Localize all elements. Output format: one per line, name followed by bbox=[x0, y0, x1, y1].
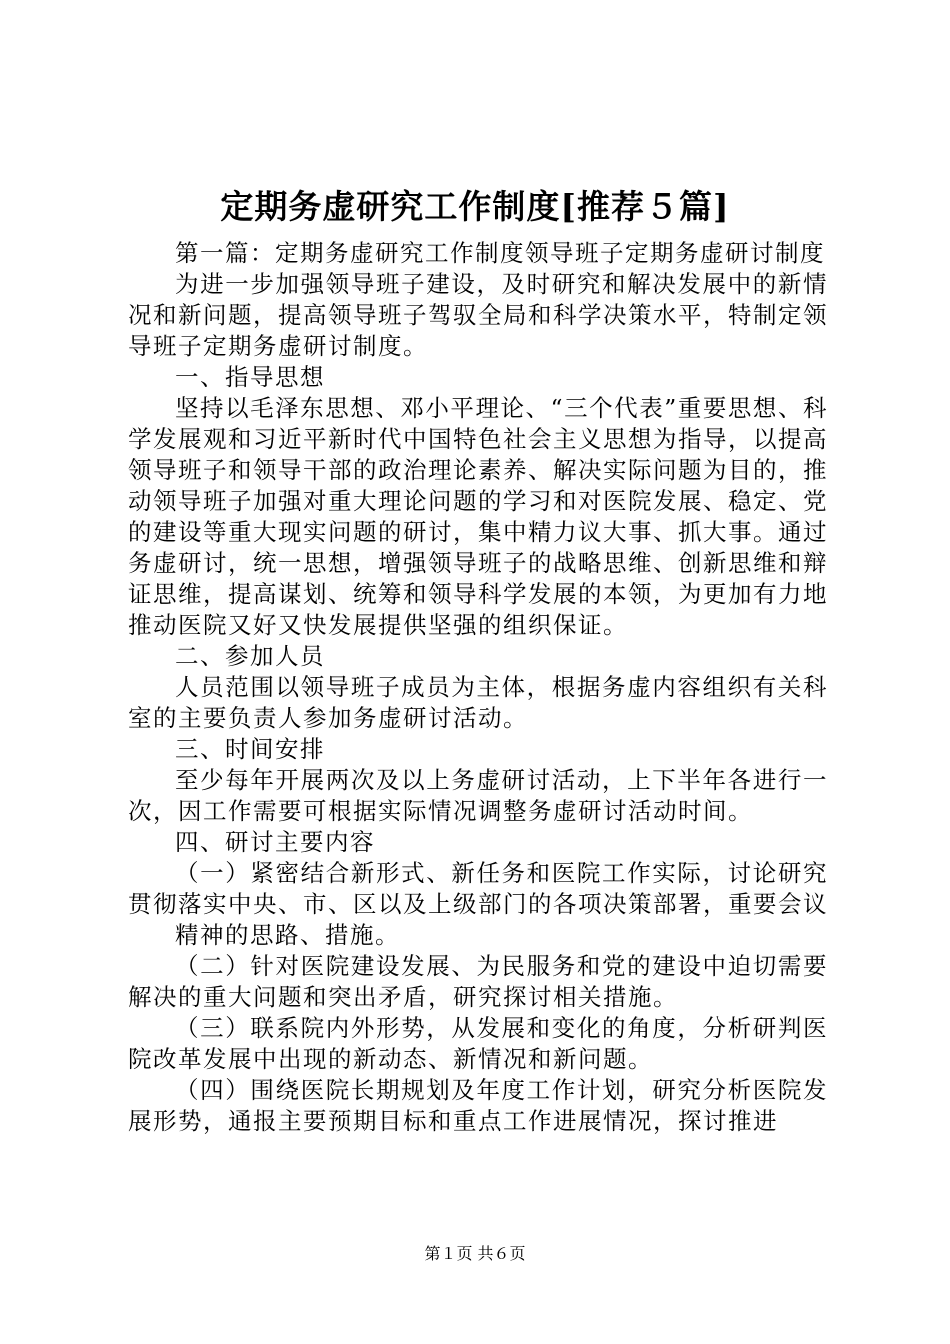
paragraph-guiding-thought: 坚持以毛泽东思想、邓小平理论、“三个代表”重要思想、科学发展观和习近平新时代中国特色社会主义思想为指导，以提高领导班子和领导干部的政治理论素养、解决实际问题为目的，推动领导班子加强对重大理论问题的学习和对医院发展、稳定、党的建设等重大现实问题的研讨，集中精力议大事、抓大事。通过务虚研讨，统一思想，增强领导班子的战略思维、创新思维和辩证思维，提高谋划、统筹和领导科学发展的本领，为更加有力地推动医院又好又快发展提供坚强的组织保证。 bbox=[128, 394, 828, 639]
section-heading-content: 四、研讨主要内容 bbox=[175, 828, 375, 856]
document-title: 定期务虚研究工作制度[推荐５篇] bbox=[220, 187, 730, 226]
paragraph-intro: 为进一步加强领导班子建设，及时研究和解决发展中的新情况和新问题，提高领导班子驾驭全局和科学决策水平，特制定领导班子定期务虚研讨制度。 bbox=[128, 270, 828, 360]
section-heading-guiding-thought: 一、指导思想 bbox=[175, 363, 325, 391]
document-body bbox=[128, 238, 828, 1137]
paragraph-content-item-1: （一）紧密结合新形式、新任务和医院工作实际，讨论研究贯彻落实中央、市、区以及上级部门的各项决策部署，重要会议 bbox=[128, 859, 828, 918]
paragraph-content-item-2: （二）针对医院建设发展、为民服务和党的建设中迫切需要解决的重大问题和突出矛盾，研究探讨相关措施。 bbox=[128, 952, 828, 1011]
paragraph-content-item-4: （四）围绕医院长期规划及年度工作计划，研究分析医院发展形势，通报主要预期目标和重点工作进展情况，探讨推进 bbox=[128, 1076, 828, 1135]
paragraph-content-item-3: （三）联系院内外形势，从发展和变化的角度，分析研判医院改革发展中出现的新动态、新情况和新问题。 bbox=[128, 1014, 828, 1073]
paragraph-participants: 人员范围以领导班子成员为主体，根据务虚内容组织有关科室的主要负责人参加务虚研讨活动。 bbox=[128, 673, 828, 732]
paragraph-schedule: 至少每年开展两次及以上务虚研讨活动，上下半年各进行一次，因工作需要可根据实际情况调整务虚研讨活动时间。 bbox=[128, 766, 828, 825]
paragraph-part-heading: 第一篇：定期务虚研究工作制度领导班子定期务虚研讨制度 bbox=[175, 239, 825, 267]
page-number-footer: 第１页 共６页 bbox=[424, 1244, 526, 1263]
paragraph-content-item-1-cont: 精神的思路、措施。 bbox=[175, 921, 400, 949]
section-heading-schedule: 三、时间安排 bbox=[175, 735, 325, 763]
section-heading-participants: 二、参加人员 bbox=[175, 642, 325, 670]
